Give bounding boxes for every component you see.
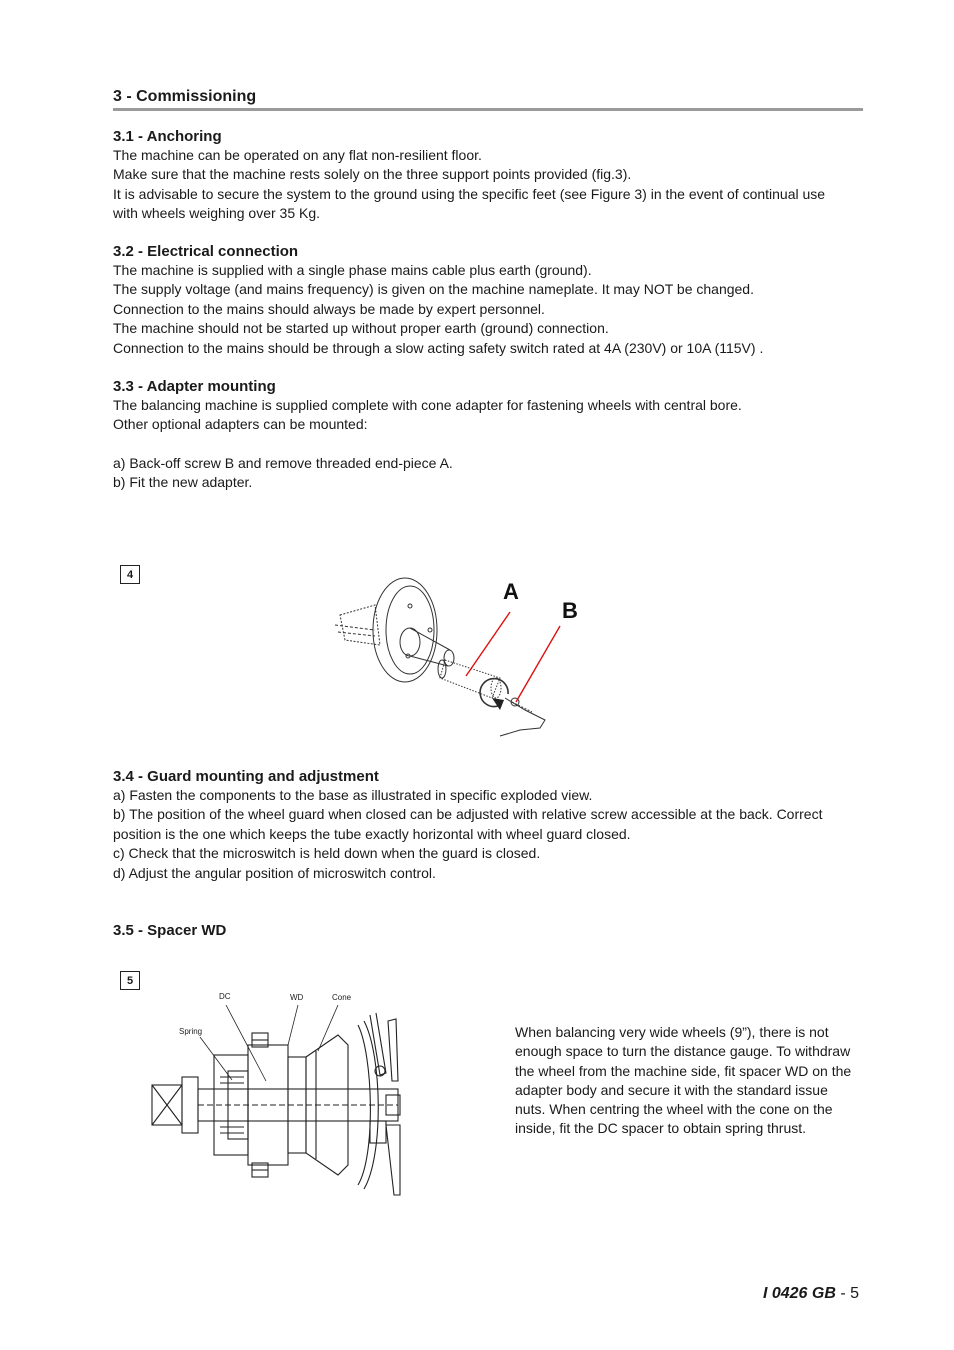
figure-5-number: 5	[120, 971, 140, 990]
step-item: a) Back-off screw B and remove threaded end-piece A.	[113, 455, 453, 471]
figure-4-number: 4	[120, 565, 140, 584]
spacer-figure	[148, 985, 410, 1200]
heading-anchoring: 3.1 - Anchoring	[113, 128, 222, 145]
label-b: B	[562, 598, 578, 623]
text-line: d) Adjust the angular position of microswitch control.	[113, 864, 436, 881]
step-item: b) Fit the new adapter.	[113, 474, 253, 491]
text-line: adapter body and secure it with the standard issue	[515, 1081, 828, 1098]
label-a: A	[503, 579, 519, 604]
adapter-text	[113, 396, 742, 435]
text-line: It is advisable to secure the system to the ground using the specific feet (see Figure 3) in the event of continual use	[113, 185, 826, 202]
guard-text	[113, 786, 822, 883]
text-line: The machine can be operated on any flat non-resilient floor.	[113, 147, 482, 163]
label-spring: Spring	[179, 1027, 203, 1036]
text-line: Make sure that the machine rests solely on the three support points provided (fig.3).	[113, 166, 632, 183]
heading-adapter-mounting: 3.3 - Adapter mounting	[113, 378, 276, 395]
text-line: with wheels weighing over 35 Kg.	[113, 205, 321, 222]
text-line: The supply voltage (and mains frequency) is given on the machine nameplate. It may NOT be changed.	[113, 281, 754, 298]
text-line: Connection to the mains should always be made by expert personnel.	[113, 300, 545, 317]
electrical-text	[113, 261, 763, 358]
text-line: inside, fit the DC spacer to obtain spring thrust.	[515, 1120, 807, 1137]
label-dc: DC	[219, 992, 231, 1001]
document-code: I 0426 GB	[762, 1285, 836, 1302]
section-title: 3 - Commissioning	[113, 88, 257, 105]
text-line: Connection to the mains should be through a slow acting safety switch rated at 4A (230V) or 10A (115V) .	[113, 339, 764, 356]
page-footer	[763, 1285, 859, 1303]
adapter-figure	[320, 570, 600, 745]
heading-spacer-wd: 3.5 - Spacer WD	[113, 922, 227, 939]
section-divider	[113, 108, 863, 111]
text-line: the wheel from the machine side, fit spacer WD on the	[515, 1062, 852, 1079]
text-line: The machine should not be started up without proper earth (ground) connection.	[113, 320, 609, 337]
heading-guard-mounting: 3.4 - Guard mounting and adjustment	[113, 768, 379, 785]
spacer-description	[515, 1023, 865, 1139]
text-line: When balancing very wide wheels (9”), there is not	[515, 1024, 829, 1040]
text-line: a) Fasten the components to the base as illustrated in specific exploded view.	[113, 787, 593, 803]
text-line: nuts. When centring the wheel with the cone on the	[515, 1101, 833, 1118]
text-line: c) Check that the microswitch is held down when the guard is closed.	[113, 845, 541, 862]
adapter-steps	[113, 454, 453, 493]
anchoring-text	[113, 146, 825, 224]
label-cone: Cone	[332, 993, 352, 1002]
text-line: position is the one which keeps the tube exactly horizontal with wheel guard closed.	[113, 825, 631, 842]
label-wd: WD	[290, 993, 304, 1002]
text-line: enough space to turn the distance gauge. To withdraw	[515, 1043, 851, 1060]
text-line: Other optional adapters can be mounted:	[113, 416, 368, 433]
page-number: - 5	[835, 1285, 859, 1302]
text-line: The balancing machine is supplied complete with cone adapter for fastening wheels with central bore.	[113, 397, 742, 413]
text-line: b) The position of the wheel guard when closed can be adjusted with relative screw accessible at the back. Correct	[113, 806, 823, 823]
text-line: The machine is supplied with a single phase mains cable plus earth (ground).	[113, 262, 592, 278]
heading-electrical-connection: 3.2 - Electrical connection	[113, 243, 299, 260]
